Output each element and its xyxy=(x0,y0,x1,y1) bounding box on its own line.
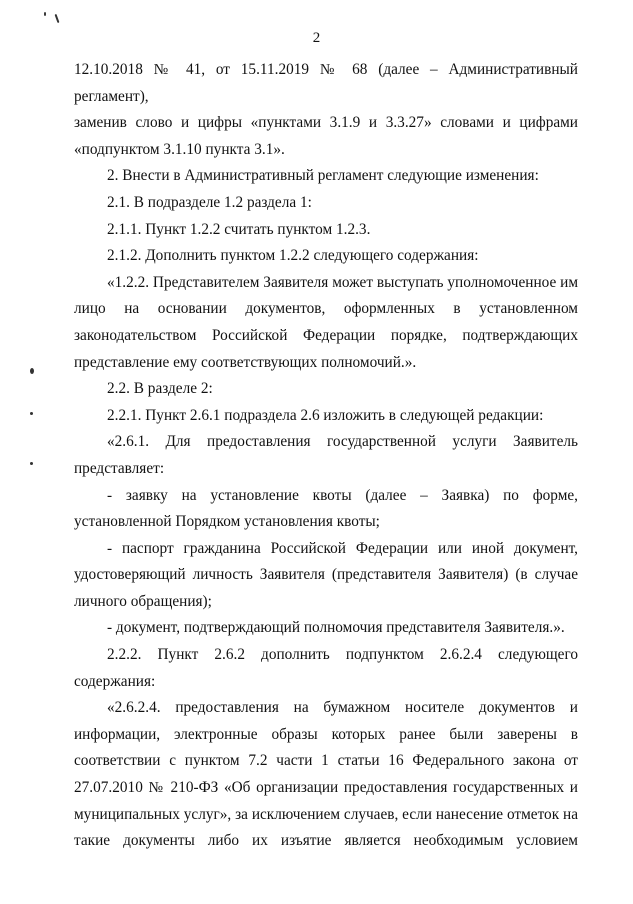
scan-speck-icon xyxy=(44,12,46,16)
text-line: «2.6.2.4. предоставления на бумажном носителе документов и xyxy=(107,699,578,717)
text-line: установленной Порядком установления квоты; xyxy=(74,513,380,531)
document-body xyxy=(74,57,578,855)
paragraph-quote-1-2-2 xyxy=(74,270,578,376)
scan-speck-icon xyxy=(30,462,33,465)
page-number: 2 xyxy=(312,30,321,46)
text-line: «подпунктом 3.1.10 пункта 3.1». xyxy=(74,140,285,158)
paragraph-quote-2-6-1 xyxy=(74,429,578,482)
paragraph-quote-2-6-2-4 xyxy=(74,695,578,855)
paragraph-item-2-1-2: 2.1.2. Дополнить пунктом 1.2.2 следующего содержания: xyxy=(107,247,479,265)
text-line: «2.6.1. Для предоставления государственной услуги Заявитель xyxy=(107,433,578,451)
paragraph-item-2: 2. Внести в Административный регламент следующие изменения: xyxy=(107,167,539,185)
paragraph-list-application xyxy=(74,483,578,536)
paragraph-item-2-1-1: 2.1.1. Пункт 1.2.2 считать пунктом 1.2.3. xyxy=(107,220,371,238)
text-line: содержания: xyxy=(74,672,156,690)
paragraph-item-2-1: 2.1. В подразделе 1.2 раздела 1: xyxy=(107,193,312,211)
paragraph-list-passport xyxy=(74,536,578,616)
text-line: представление ему соответствующих полномочий.». xyxy=(74,353,417,371)
paragraph-item-2-2-1: 2.2.1. Пункт 2.6.1 подраздела 2.6 изложить в следующей редакции: xyxy=(107,406,544,424)
paragraph-regulation-reference xyxy=(74,57,578,163)
scan-speck-icon xyxy=(55,14,60,23)
text-line: личного обращения); xyxy=(74,592,212,610)
text-line: информации, электронные образы которых ранее были заверены в xyxy=(74,725,578,743)
text-line: представляет: xyxy=(74,459,165,477)
text-line: заменив слово и цифры «пунктами 3.1.9 и 3.3.27» словами и цифрами xyxy=(74,114,578,132)
text-line: 27.07.2010 № 210-ФЗ «Об организации предоставления государственных и xyxy=(74,779,578,797)
text-line: лицо на основании документов, оформленных в установленном xyxy=(74,300,578,318)
paragraph-item-2-2: 2.2. В разделе 2: xyxy=(107,380,213,398)
paragraph-list-authority-document: - документ, подтверждающий полномочия представителя Заявителя.». xyxy=(107,619,565,637)
text-line: - паспорт гражданина Российской Федерации или иной документ, xyxy=(107,539,578,557)
scan-speck-icon xyxy=(30,368,34,374)
text-line: - заявку на установление квоты (далее – Заявка) по форме, xyxy=(107,486,578,504)
text-line: «1.2.2. Представителем Заявителя может выступать уполномоченное им xyxy=(107,273,578,291)
text-line: удостоверяющий личность Заявителя (представителя Заявителя) (в случае xyxy=(74,566,578,584)
text-line: законодательством Российской Федерации порядке, подтверждающих xyxy=(74,326,578,344)
text-line: 2.2.2. Пункт 2.6.2 дополнить подпунктом 2.6.2.4 следующего xyxy=(107,646,578,664)
text-line: 12.10.2018 № 41, от 15.11.2019 № 68 (далее – Административный регламент), xyxy=(74,61,578,105)
text-line: такие документы либо их изъятие является необходимым условием xyxy=(74,832,578,850)
scan-speck-icon xyxy=(30,412,33,415)
text-line: муниципальных услуг», за исключением случаев, если нанесение отметок на xyxy=(74,805,578,823)
text-line: соответствии с пунктом 7.2 части 1 статьи 16 Федерального закона от xyxy=(74,752,578,770)
paragraph-item-2-2-2 xyxy=(74,642,578,695)
